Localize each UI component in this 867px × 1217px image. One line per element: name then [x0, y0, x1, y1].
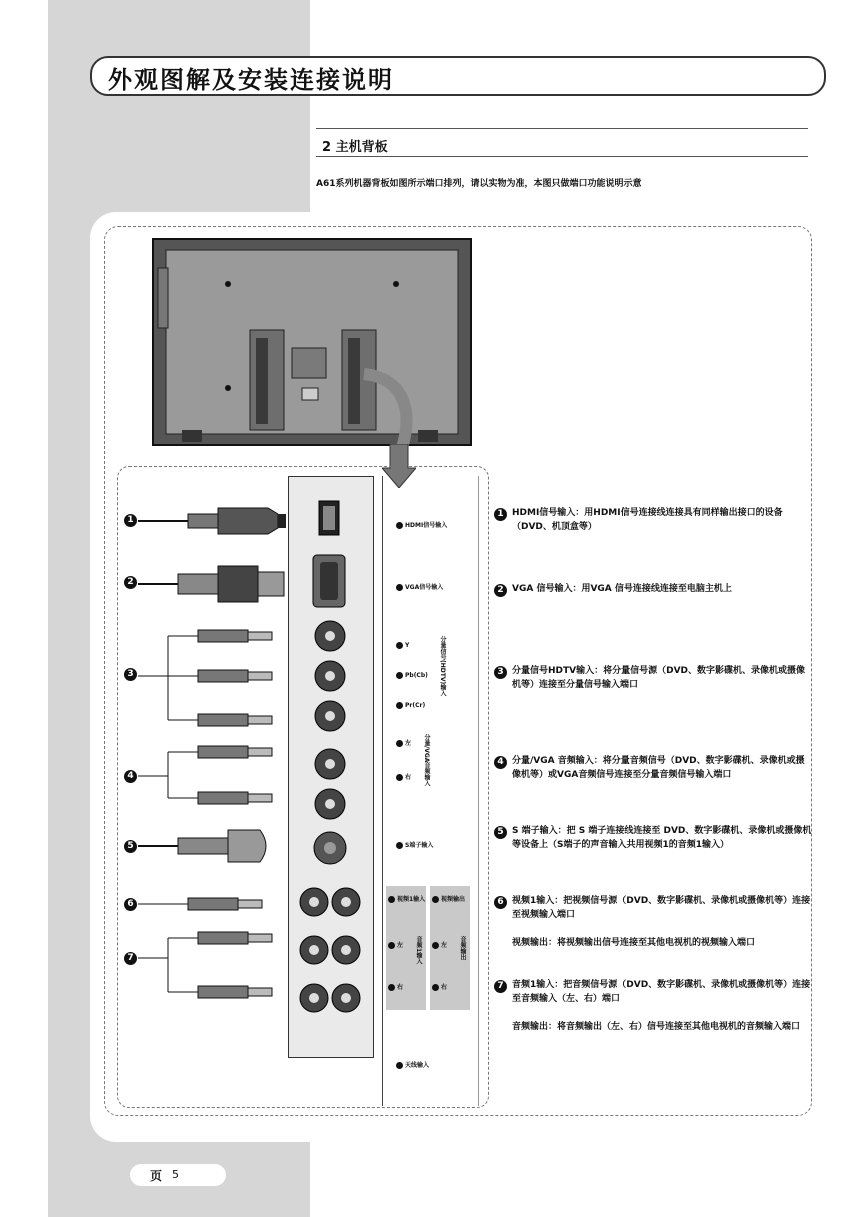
label-pr: Pr(Cr) — [396, 702, 425, 709]
hdmi-cable-icon — [138, 500, 288, 542]
s-video-port-icon — [312, 830, 348, 866]
cable-number-6: 6 — [124, 898, 137, 911]
label-audio-right: 右 — [396, 772, 411, 781]
video-cable-icon — [138, 894, 288, 914]
vga-cable-icon — [138, 562, 288, 606]
label-av-left: 左 — [388, 940, 403, 949]
desc-number-7: 7 — [494, 980, 507, 993]
desc-vga: VGA 信号输入：用VGA 信号连接线连接至电脑主机上 — [512, 584, 732, 594]
desc-audio-in: 音频1输入：把音频信号源（DVD、数字影碟机、录像机或摄像机等）连接至音频输入（左、右）端口 — [512, 980, 811, 1004]
vga-port-icon — [312, 554, 346, 608]
desc-hdmi: HDMI信号输入：用HDMI信号连接线连接具有同样输出接口的设备（DVD、机顶盒等） — [512, 508, 783, 532]
cable-number-2: 2 — [124, 576, 137, 589]
av-audio-cable-icon — [138, 930, 288, 1000]
label-y: Y — [396, 642, 409, 649]
component-cable-icon — [138, 626, 288, 730]
label-video-out: 视频输出 — [432, 894, 465, 903]
s-video-cable-icon — [138, 824, 288, 868]
label-hdmi: HDMI信号输入 — [396, 520, 447, 529]
hdmi-port-icon — [318, 500, 340, 536]
label-vga: VGA信号输入 — [396, 582, 443, 591]
cable-number-5: 5 — [124, 840, 137, 853]
label-av-out-left: 左 — [432, 940, 447, 949]
desc-number-6: 6 — [494, 896, 507, 909]
cable-number-4: 4 — [124, 770, 137, 783]
label-s-video: S端子输入 — [396, 840, 433, 849]
cable-number-7: 7 — [124, 952, 137, 965]
desc-video-in: 视频1输入：把视频信号源（DVD、数字影碟机、录像机或摄像机等）连接至视频输入端口 — [512, 896, 811, 920]
section-rule-top — [316, 128, 808, 129]
audio-cable-icon — [138, 742, 288, 806]
desc-number-4: 4 — [494, 756, 507, 769]
desc-number-5: 5 — [494, 826, 507, 839]
section-intro: A61系列机器背板如图所示端口排列，请以实物为准，本图只做端口功能说明示意 — [316, 179, 642, 189]
page-title: 外观图解及安装连接说明 — [108, 65, 394, 94]
desc-component: 分量信号HDTV输入：将分量信号源（DVD、数字影碟机、录像机或摄像机等）连接至分量信号输入端口 — [512, 666, 806, 690]
label-hdtv-group: 分量信号(HDTV)输入 — [439, 636, 446, 697]
cable-number-1: 1 — [124, 514, 137, 527]
label-video-in: 视频1输入 — [388, 894, 425, 903]
label-column-rule-right — [478, 476, 479, 1106]
component-ports-icon — [312, 618, 348, 846]
section-title: 2 主机背板 — [322, 140, 388, 155]
label-av-out-right: 右 — [432, 982, 447, 991]
label-audio-left: 左 — [396, 738, 411, 747]
desc-number-3: 3 — [494, 666, 507, 679]
desc-audio-out: 音频输出：将音频输出（左、右）信号连接至其他电视机的音频输入端口 — [512, 1022, 801, 1032]
label-audio-group: 分量/VGA音频输入 — [423, 734, 430, 787]
label-av-group: 音频1输入 — [415, 936, 422, 965]
section-rule-bottom — [316, 156, 808, 157]
label-av-out-group: 音频输出 — [459, 936, 466, 960]
desc-audio: 分量/VGA 音频输入：将分量音频信号（DVD、数字影碟机、录像机或摄像机等）或VGA音频信号连接至分量音频信号输入端口 — [512, 756, 805, 780]
desc-video-out: 视频输出：将视频输出信号连接至其他电视机的视频输入端口 — [512, 938, 756, 948]
page-number: 5 — [172, 1168, 179, 1181]
label-av-right: 右 — [388, 982, 403, 991]
cable-number-3: 3 — [124, 668, 137, 681]
label-pb: Pb(Cb) — [396, 672, 428, 679]
page-label: 页 — [150, 1169, 163, 1183]
desc-s-video: S 端子输入：把 S 端子连接线连接至 DVD、数字影碟机、录像机或摄像机等设备上（S端子的声音输入共用视频1的音频1输入） — [512, 826, 812, 850]
desc-number-2: 2 — [494, 584, 507, 597]
label-column-rule — [382, 476, 383, 1106]
port-label-column — [382, 476, 480, 1106]
av-ports-icon — [298, 886, 362, 1036]
tv-rear-illustration — [152, 238, 472, 454]
label-antenna: 天线输入 — [396, 1060, 429, 1069]
desc-number-1: 1 — [494, 508, 507, 521]
